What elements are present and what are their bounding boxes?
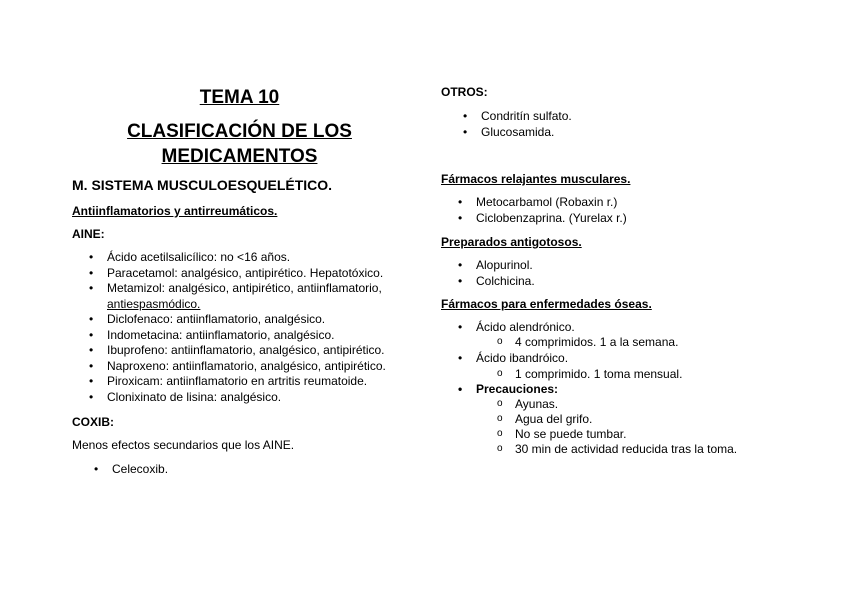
alendronico-sublist	[497, 335, 678, 350]
list-item: • Indometacina: antiinflamatorio, analgésico.	[87, 328, 386, 344]
list-item: • Condritín sulfato.	[461, 109, 572, 125]
list-item: • Ciclobenzaprina. (Yurelax r.)	[456, 211, 627, 227]
list-item: • Colchicina.	[456, 274, 535, 290]
sub-list-item: o No se puede tumbar.	[497, 427, 737, 442]
sub-list-item: o Agua del grifo.	[497, 412, 737, 427]
main-heading-line2: MEDICAMENTOS	[161, 146, 318, 167]
sub-list-item: o 30 min de actividad reducida tras la toma.	[497, 442, 737, 457]
list-item: • Metocarbamol (Robaxin r.)	[456, 195, 627, 211]
coxib-heading: COXIB:	[72, 415, 114, 429]
antigotosos-heading: Preparados antigotosos.	[441, 235, 582, 249]
otros-list	[461, 109, 572, 140]
list-item: • Ácido ibandróico.	[456, 351, 568, 367]
main-heading-line1: CLASIFICACIÓN DE LOS	[127, 121, 352, 142]
sub-list-item: o Ayunas.	[497, 397, 737, 412]
precauciones-sublist	[497, 397, 737, 457]
relajantes-heading: Fármacos relajantes musculares.	[441, 172, 631, 186]
list-item: • Glucosamida.	[461, 125, 572, 141]
relajantes-list	[456, 195, 627, 226]
list-item: • Clonixinato de lisina: analgésico.	[87, 390, 386, 406]
list-item: • Ácido alendrónico.	[456, 320, 575, 336]
sub-list-item: o 4 comprimidos. 1 a la semana.	[497, 335, 678, 350]
ibandroico-list	[456, 351, 568, 367]
aine-list	[87, 250, 386, 405]
aine-heading: AINE:	[72, 227, 105, 241]
page-title: TEMA 10	[199, 87, 280, 108]
list-item-continuation: antiespasmódico.	[107, 296, 201, 311]
list-item: • Ácido acetilsalicílico: no <16 años.	[87, 250, 386, 266]
coxib-list	[92, 462, 168, 478]
list-item: • Naproxeno: antiinflamatorio, analgésico, antipirético.	[87, 359, 386, 375]
list-item: • Piroxicam: antiinflamatorio en artritis reumatoide.	[87, 374, 386, 390]
oseas-heading: Fármacos para enfermedades óseas.	[441, 297, 652, 311]
coxib-description: Menos efectos secundarios que los AINE.	[72, 438, 295, 452]
sub-list-item: o 1 comprimido. 1 toma mensual.	[497, 367, 682, 382]
precauciones-list	[456, 382, 558, 398]
subsection-heading: Antiinflamatorios y antirreumáticos.	[72, 204, 278, 218]
list-item: • Ibuprofeno: antiinflamatorio, analgésico, antipirético.	[87, 343, 386, 359]
otros-heading: OTROS:	[441, 85, 488, 99]
section-heading: M. SISTEMA MUSCULOESQUELÉTICO.	[72, 177, 333, 193]
list-item: • Diclofenaco: antiinflamatorio, analgésico.	[87, 312, 386, 328]
antigotosos-list	[456, 258, 535, 289]
alendronico-list	[456, 320, 575, 336]
list-item: • Precauciones:	[456, 382, 558, 398]
ibandroico-sublist	[497, 367, 682, 382]
list-item: • Celecoxib.	[92, 462, 168, 478]
list-item: • Paracetamol: analgésico, antipirético. Hepatotóxico.	[87, 266, 386, 282]
list-item: • Alopurinol.	[456, 258, 535, 274]
list-item: • Metamizol: analgésico, antipirético, antiinflamatorio,	[87, 281, 386, 297]
